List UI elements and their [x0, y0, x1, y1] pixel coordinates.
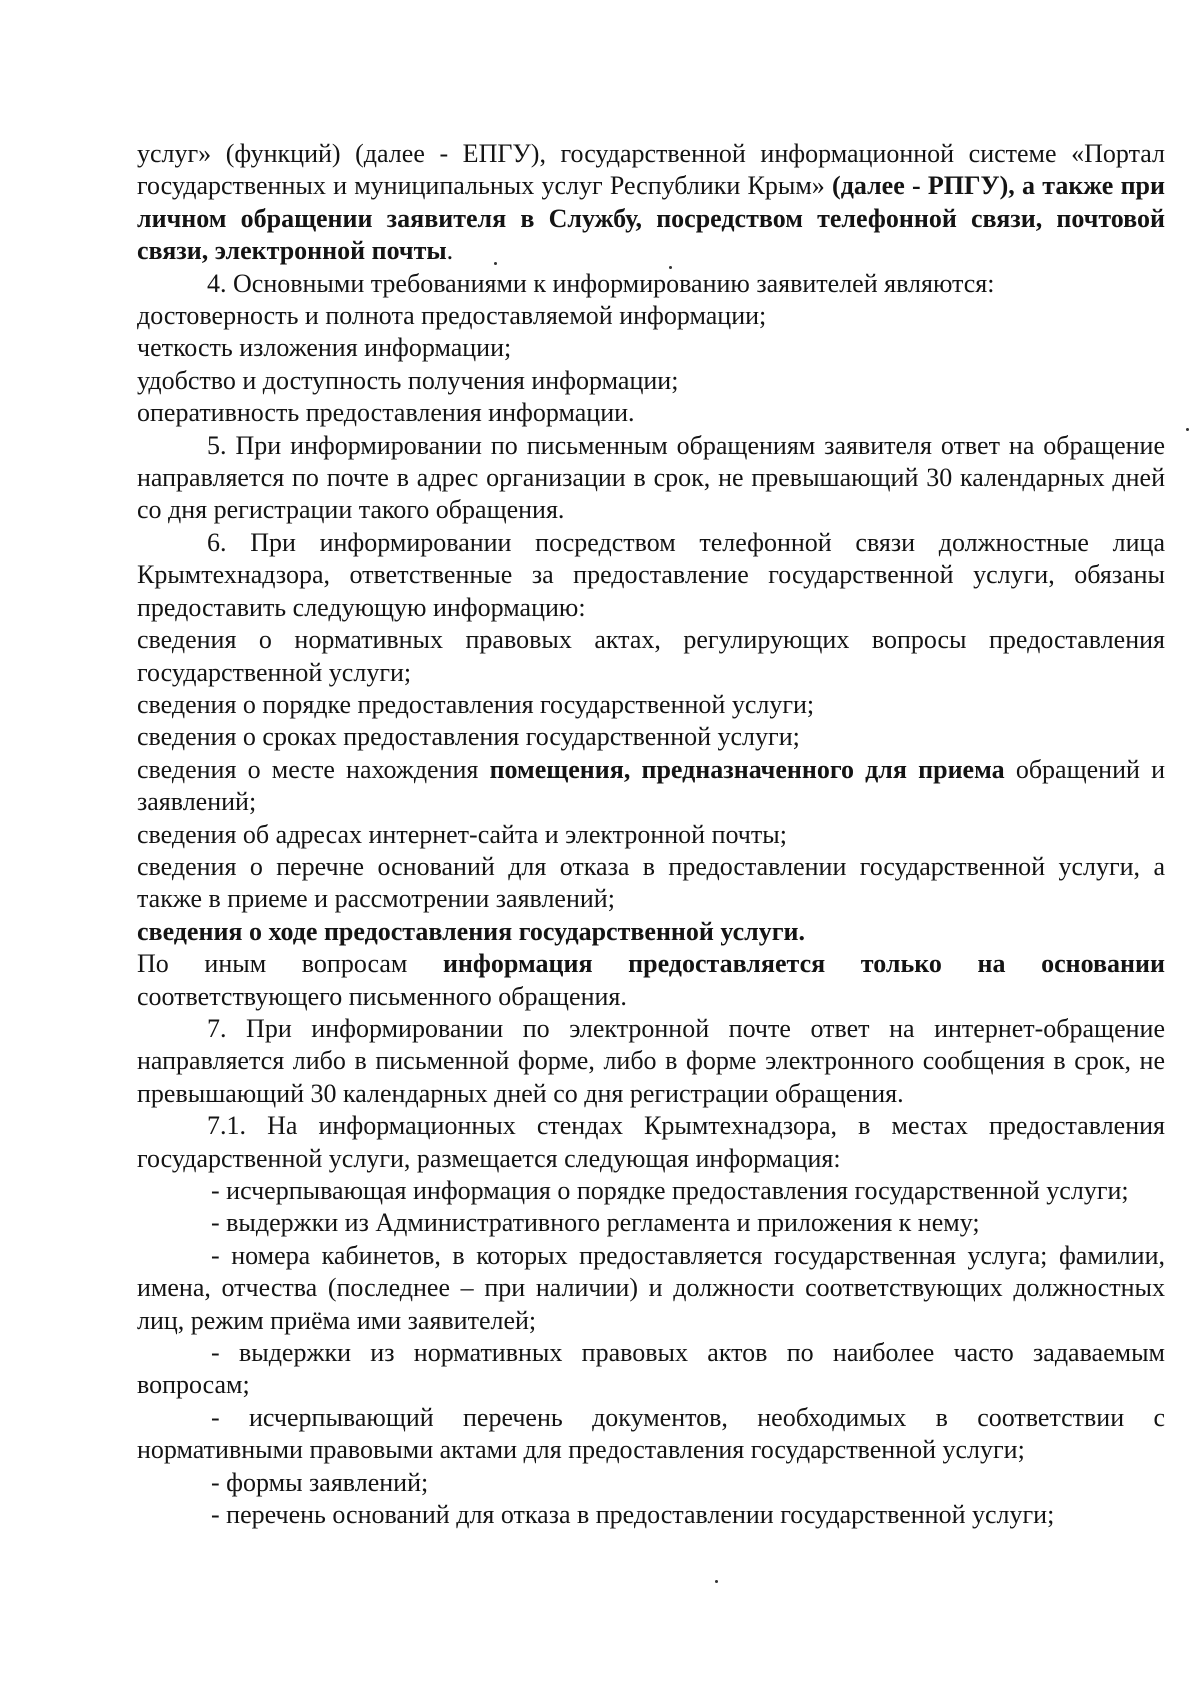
text-run: - исчерпывающий перечень документов, необходимых в соответствии с нормативными правовыми актами для предоставления государственной услуги; — [137, 1402, 1165, 1465]
paragraph-p4-item-1 — [137, 300, 1165, 332]
paragraph-p4-item-3 — [137, 365, 1165, 397]
text-run: По иным вопросам — [137, 949, 443, 979]
paragraph-p6-item-2 — [137, 689, 1165, 721]
text-run: . — [446, 236, 454, 266]
text-run: - выдержки из Административного регламента и приложения к нему; — [211, 1208, 980, 1238]
paragraph-p6 — [137, 527, 1165, 624]
paragraph-p4-item-4 — [137, 397, 1165, 429]
text-run: (далее - РПГУ), а также при личном обращении заявителя в Службу, посредством телефонной связи, почтовой связи, электронной почты — [137, 171, 1165, 266]
text-run: сведения о месте нахождения — [137, 754, 490, 784]
paragraph-p7-1-item-3 — [137, 1240, 1165, 1337]
text-run: - выдержки из нормативных правовых актов по наиболее часто задаваемым вопросам; — [137, 1338, 1165, 1400]
paragraph-p6-item-4 — [137, 754, 1165, 819]
text-run: услуг» (функций) (далее - ЕПГУ), государственной информационной системе «Портал государственных и муниципальных услуг Республики Крым» — [137, 139, 1165, 201]
text-run: 5. При информировании по письменным обращениям заявителя ответ на обращение направляется по почте в адрес организации в срок, не превышающий 30 календарных дней со дня регистрации такого обращения. — [137, 430, 1165, 525]
text-run: обращений и заявлений; — [137, 754, 1165, 817]
text-run: информация предоставляется только на основании — [442, 949, 1165, 979]
paragraph-p6-item-1 — [137, 624, 1165, 689]
scan-speck — [669, 266, 672, 269]
paragraph-p7 — [137, 1013, 1165, 1110]
text-run: помещения, предназначенного для приема — [489, 754, 1005, 784]
text-run: сведения о порядке предоставления государственной услуги; — [137, 689, 815, 719]
paragraph-p7-1-item-2 — [137, 1207, 1165, 1239]
text-run: оперативность предоставления информации. — [137, 398, 635, 428]
document-body — [137, 138, 1165, 1531]
text-run: 4. Основными требованиями к информированию заявителей являются: — [207, 268, 995, 298]
paragraph-p7-1-item-5 — [137, 1402, 1165, 1467]
paragraph-p4 — [137, 268, 1165, 300]
text-run: - номера кабинетов, в которых предоставляется государственная услуга; фамилии, имена, отчества (последнее – при наличии) и должности соответствующих должностных лиц, режим приёма ими заявителей; — [137, 1240, 1165, 1335]
text-run: сведения о нормативных правовых актах, регулирующих вопросы предоставления государственной услуги; — [137, 625, 1165, 687]
paragraph-p5 — [137, 430, 1165, 527]
paragraph-p7-1-item-1 — [137, 1175, 1165, 1207]
paragraph-p6-item-3 — [137, 721, 1165, 753]
paragraph-p6-item-5 — [137, 819, 1165, 851]
paragraph-p6-other — [137, 948, 1165, 1013]
paragraph-p6-item-6 — [137, 851, 1165, 916]
paragraph-intro-cont — [137, 138, 1165, 268]
text-run: четкость изложения информации; — [137, 333, 512, 363]
paragraph-p7-1-item-4 — [137, 1337, 1165, 1402]
text-run: - исчерпывающая информация о порядке предоставления государственной услуги; — [211, 1176, 1129, 1205]
paragraph-p7-1 — [137, 1110, 1165, 1175]
text-run: сведения о ходе предоставления государственной услуги. — [137, 916, 806, 946]
text-run: 7. При информировании по электронной почте ответ на интернет-обращение направляется либо в письменной форме, либо в форме электронного сообщения в срок, не превышающий 30 календарных дней со дня регистрации обращения. — [137, 1013, 1165, 1108]
text-run: сведения о перечне оснований для отказа в предоставлении государственной услуги, а также в приеме и рассмотрении заявлений; — [137, 851, 1165, 914]
paragraph-p6-item-7 — [137, 916, 1165, 948]
text-run: сведения о сроках предоставления государственной услуги; — [137, 722, 800, 752]
text-run: 6. При информировании посредством телефонной связи должностные лица Крымтехнадзора, ответственные за предоставление государственной услуги, обязаны предоставить следующую информацию: — [137, 527, 1165, 622]
text-run: сведения об адресах интернет-сайта и электронной почты; — [137, 819, 787, 849]
paragraph-p7-1-item-6 — [137, 1467, 1165, 1499]
scan-speck — [715, 1580, 718, 1583]
scan-speck — [1186, 428, 1189, 431]
text-run: соответствующего письменного обращения. — [137, 981, 627, 1011]
text-run: удобство и доступность получения информации; — [137, 365, 679, 395]
text-run: - перечень оснований для отказа в предоставлении государственной услуги; — [211, 1500, 1055, 1530]
text-run: достоверность и полнота предоставляемой информации; — [137, 301, 767, 331]
text-run: - формы заявлений; — [211, 1467, 429, 1497]
scan-speck — [494, 262, 497, 265]
text-run: 7.1. На информационных стендах Крымтехнадзора, в местах предоставления государственной услуги, размещается следующая информация: — [137, 1111, 1165, 1173]
paragraph-p7-1-item-7 — [137, 1499, 1165, 1531]
paragraph-p4-item-2 — [137, 332, 1165, 364]
